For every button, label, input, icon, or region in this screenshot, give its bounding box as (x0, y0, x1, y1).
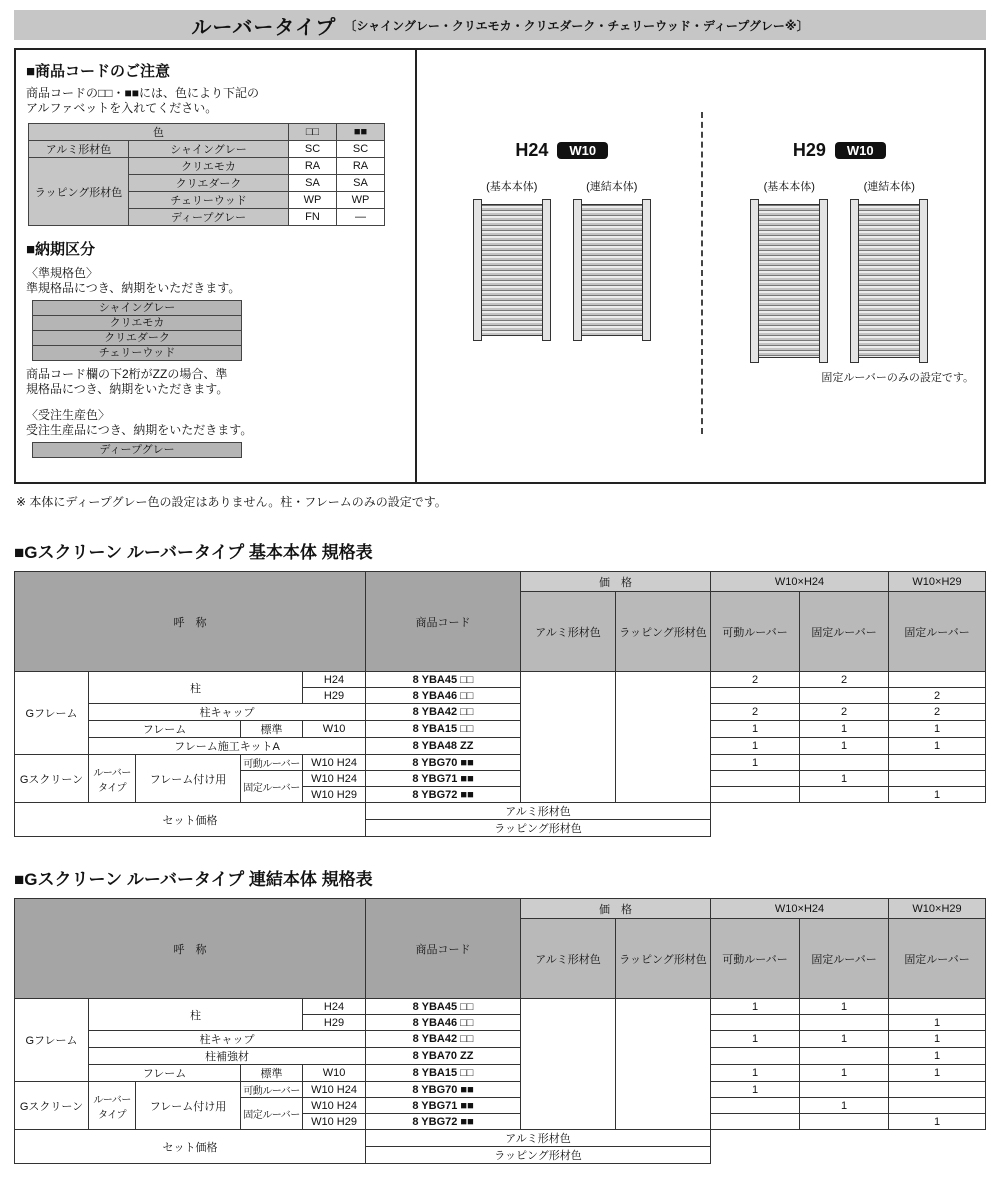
cell-part: 柱キャップ (89, 704, 366, 721)
cell-qty: 2 (711, 672, 800, 688)
cell-part: 柱 (89, 672, 303, 704)
color-name: クリエダーク (129, 175, 289, 192)
page-title-bar (14, 10, 986, 40)
code-black: SA (337, 175, 385, 192)
louver-panel-illustration (750, 199, 828, 363)
cell-qty: 1 (889, 1048, 986, 1065)
louver-panel-illustration (850, 199, 928, 363)
cell-part: 可動ルーバー (241, 755, 303, 771)
cell-qty: 1 (800, 1098, 889, 1114)
cell-price-wrap (616, 999, 711, 1130)
blank-area (711, 1130, 986, 1164)
cell-code: 8 YBA46 □□ (366, 1015, 521, 1031)
cell-qty: 1 (711, 721, 800, 738)
table-row (29, 158, 385, 175)
cell-qty (889, 672, 986, 688)
cell-qty: 1 (889, 1031, 986, 1048)
set-price-label: セット価格 (15, 803, 366, 837)
header-movable: 可動ルーバー (711, 919, 800, 999)
table-row (15, 704, 986, 721)
semi-standard-text: 準規格品につき、納期をいただきます。 (26, 281, 241, 295)
header-name: 呼 称 (15, 899, 366, 999)
header-fixed-b: 固定ルーバー (889, 592, 986, 672)
cell-qty (889, 771, 986, 787)
cell-qty (800, 1114, 889, 1130)
cell-part: 固定ルーバー (241, 1098, 303, 1130)
cell-part: 柱キャップ (89, 1031, 366, 1048)
cell-qty (800, 688, 889, 704)
code-notice-heading: ■商品コードのご注意 (26, 63, 171, 80)
color-swatch: クリエダーク (32, 330, 242, 346)
cell-qty: 2 (711, 704, 800, 721)
louver-panel-illustration (573, 199, 651, 341)
code-white: SA (289, 175, 337, 192)
code-white: SC (289, 141, 337, 158)
cell-part: 柱 (89, 999, 303, 1031)
made-to-order-label: 〈受注生産色〉 (26, 408, 111, 422)
cell-code: 8 YBG70 ■■ (366, 755, 521, 771)
cell-code: 8 YBA15 □□ (366, 721, 521, 738)
linked-spec-table (14, 898, 986, 1164)
header-size-w10h24: W10×H24 (711, 572, 889, 592)
header-movable: 可動ルーバー (711, 592, 800, 672)
louver-slats (858, 204, 920, 358)
cell-size: W10 (303, 1065, 366, 1082)
cell-group: Gフレーム (15, 672, 89, 755)
code-black: WP (337, 192, 385, 209)
h29-panel-labels (750, 178, 928, 194)
header-fixed-a: 固定ルーバー (800, 592, 889, 672)
cell-qty (889, 1098, 986, 1114)
header-fixed-a: 固定ルーバー (800, 919, 889, 999)
cell-qty: 2 (889, 704, 986, 721)
table-row (15, 999, 986, 1015)
color-swatch: シャイングレー (32, 300, 242, 316)
cell-category: ルーバータイプ (89, 1082, 136, 1130)
h24-header (515, 140, 608, 161)
cell-size: W10 H29 (303, 1114, 366, 1130)
cell-part: 可動ルーバー (241, 1082, 303, 1098)
h24-panels (473, 199, 651, 341)
header-code: 商品コード (366, 899, 521, 999)
cell-size: H29 (303, 1015, 366, 1031)
cell-size: W10 H24 (303, 755, 366, 771)
semi-standard-label: 〈準規格色〉 (26, 266, 99, 280)
header-name: 呼 称 (15, 572, 366, 672)
louver-slats (481, 204, 543, 336)
cell-qty: 2 (889, 688, 986, 704)
zz-note-line1: 商品コード欄の下2桁がZZの場合、準 (26, 367, 228, 381)
cell-qty (711, 1098, 800, 1114)
code-black: SC (337, 141, 385, 158)
cell-qty (711, 1015, 800, 1031)
zz-note-line2: 規格品につき、納期をいただきます。 (26, 382, 229, 396)
width-badge: W10 (557, 142, 608, 159)
h29-group (701, 60, 979, 472)
fixed-louver-caption: 固定ルーバーのみの設定です。 (821, 372, 974, 384)
cell-code: 8 YBA48 ZZ (366, 738, 521, 755)
cell-group: Gスクリーン (15, 755, 89, 803)
set-price-row (15, 803, 986, 820)
width-badge: W10 (835, 142, 886, 159)
cell-code: 8 YBA45 □□ (366, 672, 521, 688)
table-row (15, 738, 986, 755)
table-row (15, 672, 986, 688)
cell-group: Gスクリーン (15, 1082, 89, 1130)
table-row (15, 721, 986, 738)
header-price: 価 格 (521, 572, 711, 592)
height-label: H24 (515, 140, 549, 160)
color-swatch: ディープグレー (32, 442, 242, 458)
basic-unit-label: (基本本体) (763, 181, 815, 193)
cell-qty: 1 (889, 1015, 986, 1031)
cell-size: H24 (303, 999, 366, 1015)
cell-size: W10 H24 (303, 1098, 366, 1114)
header-code: 商品コード (366, 572, 521, 672)
cell-code: 8 YBA15 □□ (366, 1065, 521, 1082)
table-header-row (15, 572, 986, 592)
linked-table-title: ■Gスクリーン ルーバータイプ 連結本体 規格表 (14, 870, 373, 889)
set-price-label: セット価格 (15, 1130, 366, 1164)
header-fixed-b: 固定ルーバー (889, 919, 986, 999)
cell-qty (711, 771, 800, 787)
table-header-row (15, 899, 986, 919)
cell-qty: 2 (800, 672, 889, 688)
set-price-alumi: アルミ形材色 (366, 1130, 711, 1147)
info-box (14, 48, 986, 484)
cell-qty (800, 755, 889, 771)
cell-code: 8 YBG72 ■■ (366, 787, 521, 803)
cell-qty: 1 (889, 721, 986, 738)
cell-qty (889, 755, 986, 771)
code-black: ― (337, 209, 385, 226)
code-white: FN (289, 209, 337, 226)
set-price-alumi: アルミ形材色 (366, 803, 711, 820)
cell-qty (889, 1082, 986, 1098)
white-square-col-header: □□ (289, 124, 337, 141)
louver-panel-illustration (473, 199, 551, 341)
cell-qty: 1 (711, 1031, 800, 1048)
set-price-wrap: ラッピング形材色 (366, 820, 711, 837)
cell-code: 8 YBA42 □□ (366, 1031, 521, 1048)
code-notice-line1: 商品コードの□□・■■には、色により下記の (26, 86, 259, 100)
cell-qty: 1 (711, 755, 800, 771)
cell-code: 8 YBG72 ■■ (366, 1114, 521, 1130)
linked-unit-label: (連結本体) (586, 181, 638, 193)
cell-group: Gフレーム (15, 999, 89, 1082)
cell-size: W10 H24 (303, 1082, 366, 1098)
color-name: シャイングレー (129, 141, 289, 158)
post-right (642, 199, 651, 341)
h29-header (793, 140, 886, 161)
header-size-w10h29: W10×H29 (889, 899, 986, 919)
code-black: RA (337, 158, 385, 175)
header-size-w10h29: W10×H29 (889, 572, 986, 592)
cell-qty: 1 (711, 1082, 800, 1098)
table-row (15, 1065, 986, 1082)
cell-qty: 1 (800, 999, 889, 1015)
group-alumi-label: アルミ形材色 (29, 141, 129, 158)
color-swatch: チェリーウッド (32, 345, 242, 361)
color-swatch: クリエモカ (32, 315, 242, 331)
cell-qty: 1 (889, 1065, 986, 1082)
cell-part: フレーム施工キットA (89, 738, 366, 755)
cell-use: フレーム付け用 (136, 755, 241, 803)
cell-qty: 1 (800, 721, 889, 738)
height-label: H29 (792, 140, 826, 160)
page-title: ルーバータイプ (191, 16, 337, 39)
header-wrap: ラッピング形材色 (616, 592, 711, 672)
header-size-w10h24: W10×H24 (711, 899, 889, 919)
header-alumi: アルミ形材色 (521, 592, 616, 672)
cell-code: 8 YBG71 ■■ (366, 771, 521, 787)
table-row (29, 141, 385, 158)
size-diagram-panel (417, 50, 984, 482)
cell-qty: 1 (711, 1065, 800, 1082)
basic-table-title: ■Gスクリーン ルーバータイプ 基本本体 規格表 (14, 543, 373, 562)
cell-size: W10 H24 (303, 771, 366, 787)
color-name: ディープグレー (129, 209, 289, 226)
cell-use: フレーム付け用 (136, 1082, 241, 1130)
code-white: WP (289, 192, 337, 209)
cell-category: ルーバータイプ (89, 755, 136, 803)
cell-qty: 1 (800, 1031, 889, 1048)
set-price-row (15, 1130, 986, 1147)
cell-qty: 1 (711, 738, 800, 755)
group-wrap-label: ラッピング形材色 (29, 158, 129, 226)
color-name: チェリーウッド (129, 192, 289, 209)
made-to-order-color-list (32, 442, 405, 458)
cell-qty (800, 1015, 889, 1031)
delivery-heading: ■納期区分 (26, 241, 96, 258)
cell-code: 8 YBA42 □□ (366, 704, 521, 721)
h24-panel-labels (473, 178, 651, 194)
cell-qty: 1 (711, 999, 800, 1015)
cell-part: フレーム (89, 1065, 241, 1082)
cell-qty (800, 787, 889, 803)
semi-standard-color-list (32, 300, 405, 361)
cell-qty: 1 (889, 787, 986, 803)
louver-slats (581, 204, 643, 336)
table-row (15, 1048, 986, 1065)
post-right (819, 199, 828, 363)
cell-qty: 1 (800, 771, 889, 787)
cell-qty (800, 1048, 889, 1065)
cell-sub: 標準 (241, 721, 303, 738)
cell-code: 8 YBA46 □□ (366, 688, 521, 704)
post-right (919, 199, 928, 363)
color-col-header: 色 (29, 124, 289, 141)
cell-price-wrap (616, 672, 711, 803)
h24-group (423, 60, 701, 472)
code-notice-panel (16, 50, 417, 482)
cell-qty: 1 (889, 1114, 986, 1130)
cell-qty: 1 (800, 738, 889, 755)
cell-price-alumi (521, 672, 616, 803)
cell-sub: 標準 (241, 1065, 303, 1082)
h29-panels (750, 199, 928, 363)
code-notice-line2: アルファベットを入れてください。 (26, 101, 218, 115)
made-to-order-text: 受注生産品につき、納期をいただきます。 (26, 423, 253, 437)
black-square-col-header: ■■ (337, 124, 385, 141)
cell-qty: 1 (800, 1065, 889, 1082)
table-row (15, 1082, 986, 1098)
code-white: RA (289, 158, 337, 175)
blank-area (711, 803, 986, 837)
table-row (15, 1031, 986, 1048)
cell-qty (711, 688, 800, 704)
post-right (542, 199, 551, 341)
basic-unit-label: (基本本体) (486, 181, 538, 193)
cell-size: H29 (303, 688, 366, 704)
cell-qty: 1 (889, 738, 986, 755)
cell-code: 8 YBG71 ■■ (366, 1098, 521, 1114)
table-row (15, 755, 986, 771)
linked-unit-label: (連結本体) (863, 181, 915, 193)
basic-spec-table (14, 571, 986, 837)
cell-qty (711, 1114, 800, 1130)
cell-part: 固定ルーバー (241, 771, 303, 803)
page-color-list: 〔シャイングレー・クリエモカ・クリエダーク・チェリーウッド・ディープグレー※〕 (344, 18, 809, 33)
cell-qty (800, 1082, 889, 1098)
set-price-wrap: ラッピング形材色 (366, 1147, 711, 1164)
cell-part: 柱補強材 (89, 1048, 366, 1065)
cell-code: 8 YBG70 ■■ (366, 1082, 521, 1098)
cell-code: 8 YBA45 □□ (366, 999, 521, 1015)
cell-qty: 2 (800, 704, 889, 721)
cell-size: W10 (303, 721, 366, 738)
deep-grey-footnote: ※ 本体にディープグレー色の設定はありません。柱・フレームのみの設定です。 (16, 495, 447, 509)
cell-size: H24 (303, 672, 366, 688)
header-alumi: アルミ形材色 (521, 919, 616, 999)
cell-size: W10 H29 (303, 787, 366, 803)
cell-qty (711, 1048, 800, 1065)
table-row (29, 124, 385, 141)
color-code-table (28, 123, 385, 226)
cell-code: 8 YBA70 ZZ (366, 1048, 521, 1065)
header-price: 価 格 (521, 899, 711, 919)
cell-qty (889, 999, 986, 1015)
cell-qty (711, 787, 800, 803)
cell-part: フレーム (89, 721, 241, 738)
header-wrap: ラッピング形材色 (616, 919, 711, 999)
louver-slats (758, 204, 820, 358)
dashed-divider (701, 112, 703, 434)
cell-price-alumi (521, 999, 616, 1130)
color-name: クリエモカ (129, 158, 289, 175)
